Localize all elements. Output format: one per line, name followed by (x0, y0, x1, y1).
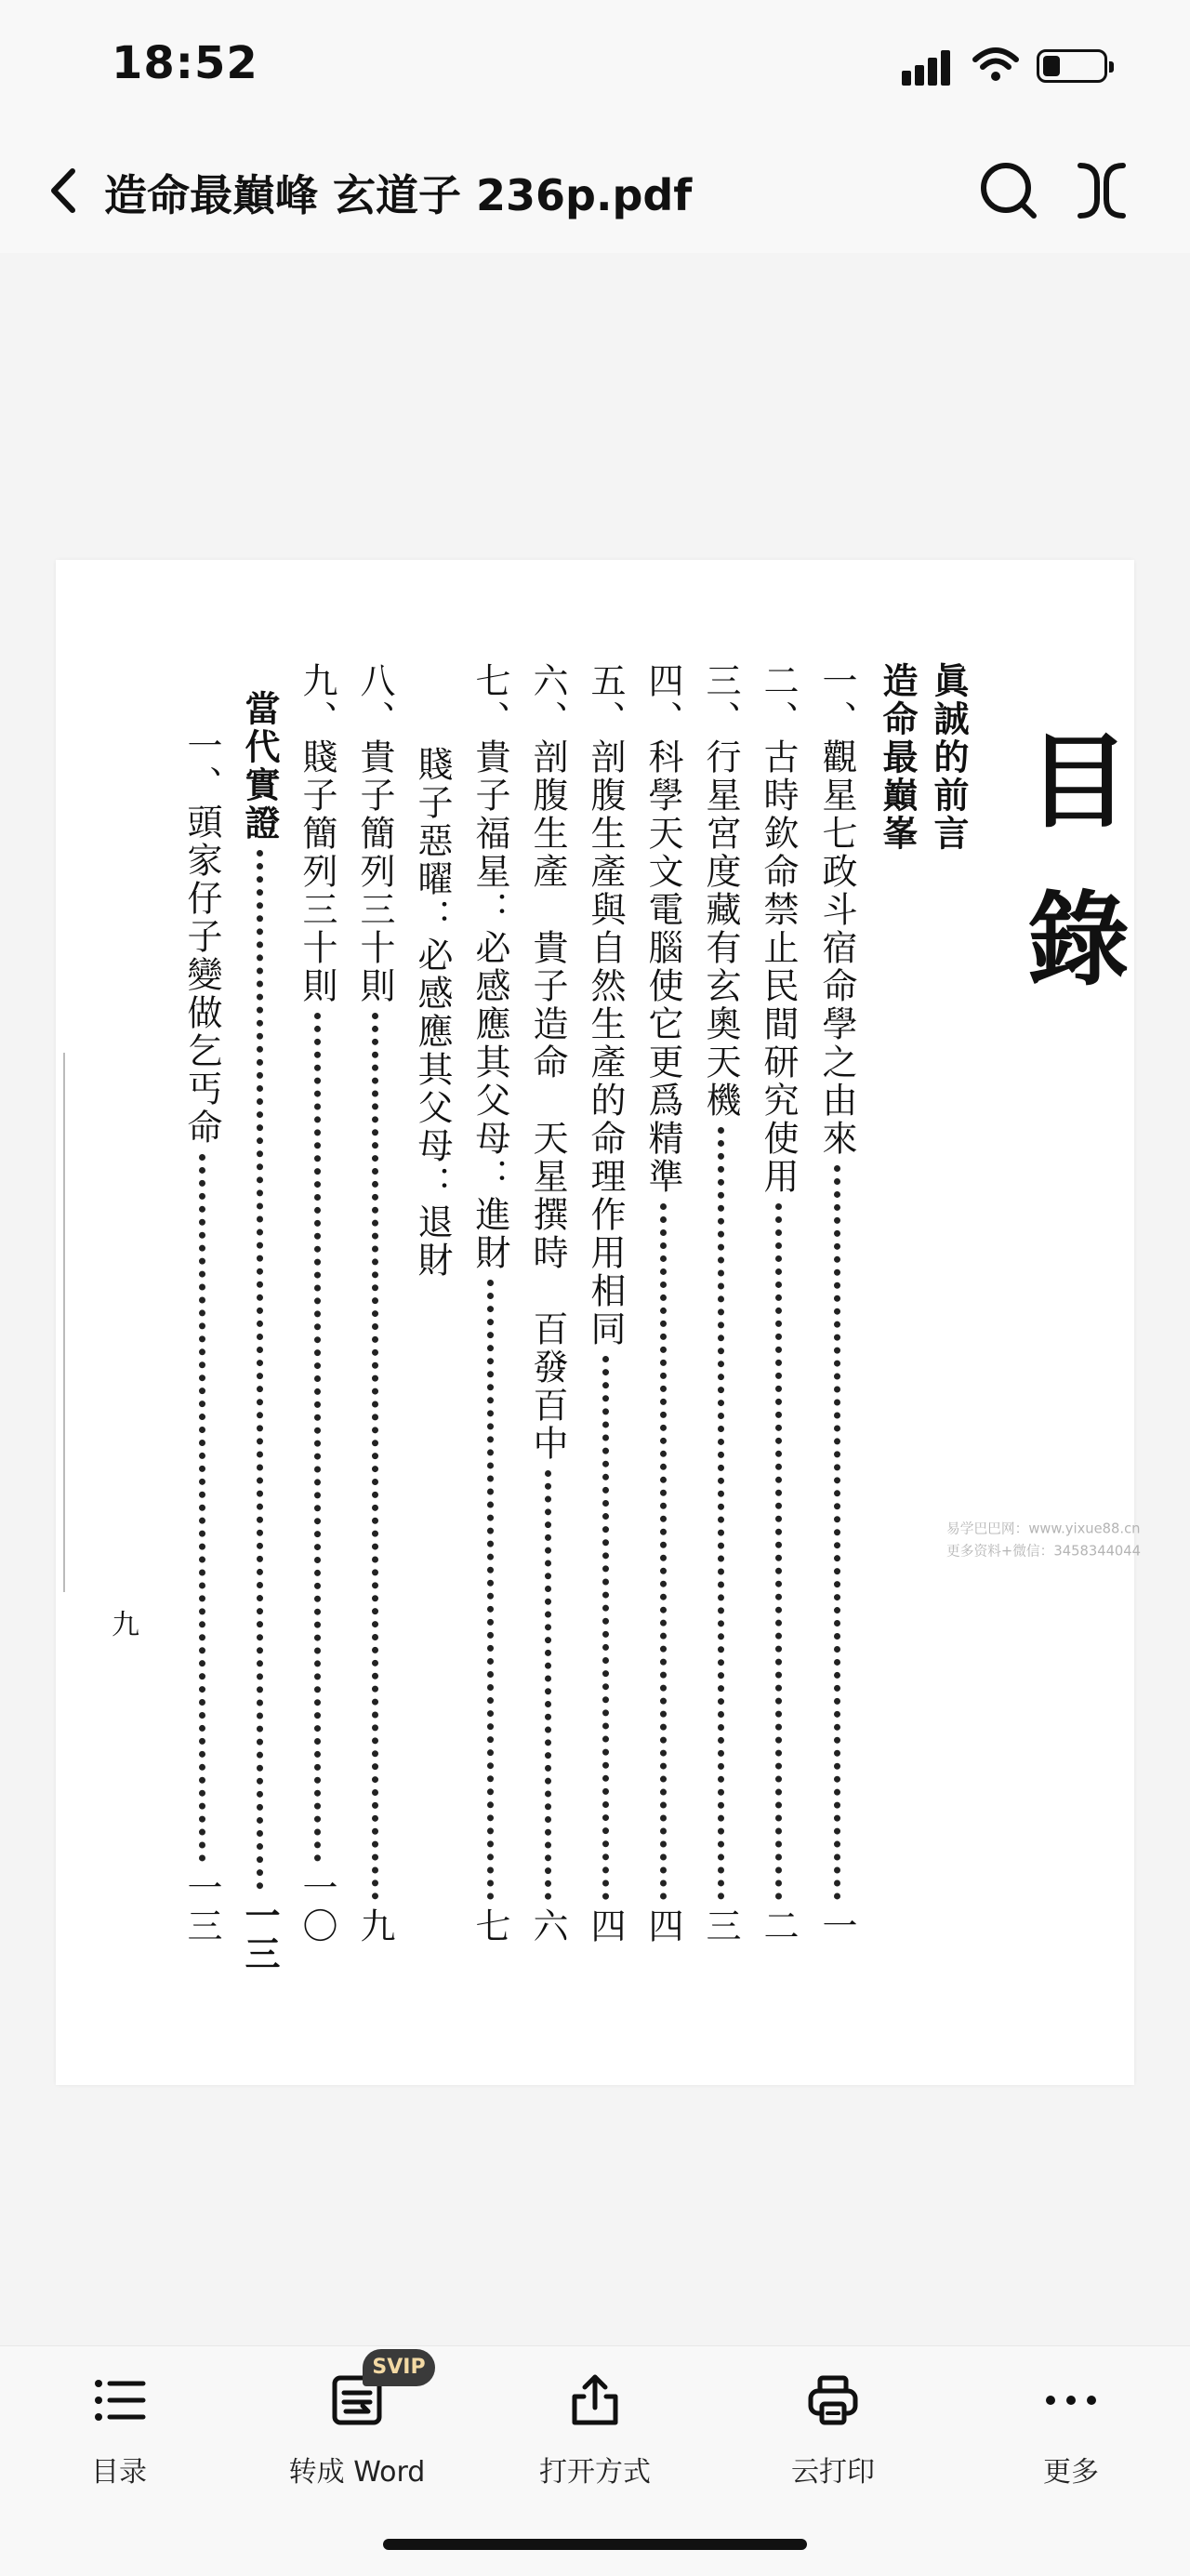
toc-page-number: 一三 (239, 1897, 281, 1973)
toc-entry (640, 662, 686, 1945)
leader-dots (660, 1203, 667, 1900)
toolbar-label: 更多 (1043, 2456, 1099, 2489)
toc-entry-text: 一、頭家仔子變做乞丐命 (181, 727, 222, 1147)
collapse-expand-icon[interactable] (1069, 158, 1134, 223)
more-icon (1043, 2372, 1099, 2428)
toc-entry-text: 賤子惡曜：必感應其父母：退財 (412, 746, 453, 1280)
leader-dots (487, 1280, 494, 1900)
cellular-signal-icon (902, 48, 958, 86)
toc-entry (755, 662, 801, 1945)
toc-entry-text: 九、賤子簡列三十則 (297, 662, 337, 1005)
toc-page-number: 四 (585, 1907, 626, 1945)
toc-entry (467, 662, 513, 1945)
toc-entry (874, 662, 920, 1945)
toc-entry-text: 七、貴子福星：必感應其父母：進財 (469, 662, 510, 1272)
pdf-viewer[interactable] (0, 253, 1190, 2345)
toc-entry (294, 662, 340, 1945)
home-indicator[interactable] (383, 2539, 807, 2550)
toc-page-number: 一〇 (297, 1869, 337, 1945)
page-number: 九 (112, 1609, 139, 1641)
toc-entry-text: 六、剖腹生產 貴子造命 天星撰時 百發百中 (527, 662, 568, 1463)
toc-page-number: 二 (758, 1907, 799, 1945)
watermark-line: 更多资料+微信：3458344044 (946, 1542, 1142, 1560)
watermark-line: 易学巴巴网：www.yixue88.cn (946, 1520, 1141, 1537)
leader-dots (314, 1013, 321, 1862)
toc-entry (925, 662, 972, 1945)
cloud-print-button[interactable] (714, 2346, 952, 2514)
leader-dots (545, 1470, 551, 1900)
leader-dots (834, 1165, 840, 1900)
toc-button[interactable] (0, 2346, 238, 2514)
toc-page-number: 一三 (181, 1869, 222, 1945)
toc-entry (409, 746, 456, 1280)
leader-dots (199, 1154, 205, 1862)
toc-entry (178, 727, 225, 1945)
printer-icon (805, 2372, 861, 2428)
toc-entry (813, 662, 860, 1945)
search-icon[interactable] (976, 158, 1041, 223)
pdf-page[interactable] (56, 560, 1134, 2085)
more-button[interactable] (952, 2346, 1190, 2514)
top-bar (0, 130, 1190, 254)
toc-entry-text: 當代實證 (239, 690, 281, 843)
toc-entry-text: 三、行星宮度藏有玄奧天機 (700, 662, 741, 1120)
toc-entry (582, 662, 628, 1945)
toc-page-number: 七 (469, 1907, 510, 1945)
toolbar-label: 云打印 (791, 2456, 875, 2489)
toc-page-number: 六 (527, 1907, 568, 1945)
toc-page-number: 一 (816, 1907, 857, 1945)
toc-entry-text: 一、觀星七政斗宿命學之由來 (816, 662, 857, 1158)
leader-dots (257, 850, 263, 1890)
scan-artifact-line (63, 1053, 65, 1592)
convert-word-button[interactable] (238, 2346, 476, 2514)
status-bar (0, 0, 1190, 130)
leader-dots (602, 1356, 609, 1900)
document-title: 造命最巔峰 玄道子 236p.pdf (104, 170, 693, 220)
battery-icon (1037, 49, 1107, 83)
toc-entry (351, 662, 398, 1945)
toc-entry (697, 662, 744, 1945)
back-arrow-icon[interactable] (37, 158, 93, 223)
toc-section (236, 690, 283, 1973)
toc-entry-text: 五、剖腹生產與自然生產的命理作用相同 (585, 662, 626, 1348)
toolbar-label: 转成 Word (288, 2456, 426, 2489)
toc-entry-text: 八、貴子簡列三十則 (354, 662, 395, 1005)
toc-page-number: 四 (642, 1907, 683, 1945)
wifi-icon (972, 46, 1020, 84)
toc-heading: 目錄 (1011, 727, 1130, 1043)
toc-entry-text: 眞誠的前言 (928, 662, 970, 853)
toc-entry-text: 二、古時欽命禁止民間研究使用 (758, 662, 799, 1196)
open-with-button[interactable] (476, 2346, 714, 2514)
toc-page-number: 三 (700, 1907, 741, 1945)
status-time: 18:52 (112, 37, 258, 89)
list-icon (91, 2372, 147, 2428)
toolbar-label: 目录 (91, 2456, 147, 2489)
watermark-text (946, 1518, 1141, 1562)
toolbar-label: 打开方式 (539, 2456, 651, 2489)
svip-badge: SVIP (363, 2349, 435, 2386)
share-icon (567, 2372, 623, 2428)
toc-entry-text: 造命最巔峯 (877, 662, 919, 853)
leader-dots (372, 1013, 378, 1900)
leader-dots (718, 1127, 724, 1900)
toc-entry-text: 四、科學天文電腦使它更爲精準 (642, 662, 683, 1196)
leader-dots (775, 1203, 782, 1900)
toc-page-number: 九 (354, 1907, 395, 1945)
toc-entry (524, 662, 571, 1945)
